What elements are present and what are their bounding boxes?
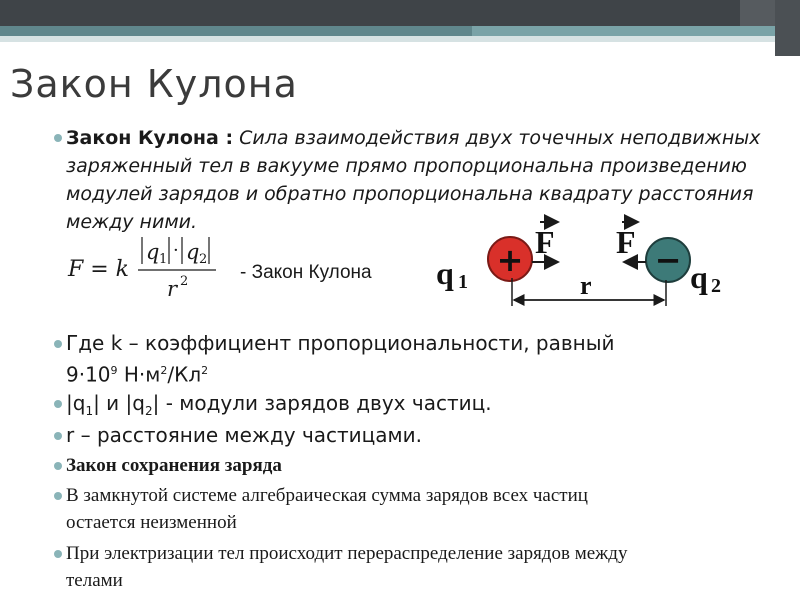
distance-line: r – расстояние между частицами.: [66, 423, 422, 447]
k-line-1: Где k – коэффициент пропорциональности, равный: [66, 331, 615, 355]
formula-q2-sub: 2: [199, 252, 208, 267]
q1-sub: 1: [458, 271, 468, 293]
bullet-dot: [54, 462, 62, 470]
top-bar-edge: [775, 0, 800, 56]
q2-sub: 2: [711, 275, 721, 297]
definition-text: Сила взаимодействия двух точечных неподвижных заряженный тел в вакууме прямо пропорциональна произведению модулей зарядов и обратно пропорциональна квадрату расстояния между ними.: [66, 127, 761, 233]
bullet-dot: [54, 550, 62, 558]
k-line-2: $9\cdot 10^9$ $Н\cdot м^2/Кл^2$: [66, 362, 209, 387]
electrization-text: При электризации тел происходит перераспределение зарядов между телами: [66, 543, 628, 591]
q2-label: q: [690, 259, 708, 295]
force-label-1: F: [535, 224, 555, 260]
plus-sign: +: [496, 241, 524, 279]
formula-q2: q: [186, 240, 200, 264]
formula-r-exp: 2: [180, 274, 189, 289]
bullet-dot: [54, 492, 62, 500]
conservation-title: Закон сохранения заряда: [66, 455, 282, 476]
formula-r: r: [167, 277, 178, 301]
k-coefficient-line: [66, 330, 615, 389]
bullet-dot: [54, 340, 62, 348]
bullet-dot: [54, 400, 62, 408]
slide-title: Закон Кулона: [10, 62, 298, 106]
top-bar-dark: [0, 0, 800, 26]
formula-label: - Закон Кулона: [240, 262, 372, 283]
formula-lhs: F = k: [68, 257, 130, 282]
minus-sign: −: [654, 241, 682, 279]
force-label-2: F: [616, 224, 636, 260]
distance-label: r: [580, 271, 592, 300]
formula-dot: ·: [173, 240, 179, 261]
q1-label: q: [436, 255, 454, 291]
definition-term: Закон Кулона :: [66, 127, 234, 149]
charges-modulus-line: $|q_1|$ и $|q_2|$ - модули зарядов двух частиц.: [66, 391, 492, 418]
top-bar-light: [0, 36, 800, 42]
coulomb-diagram: [430, 208, 800, 318]
coulomb-formula: [66, 228, 236, 304]
conservation-text: В замкнутой системе алгебраическая сумма зарядов всех частиц остается неизменной: [66, 485, 588, 533]
formula-q1: q: [146, 240, 160, 264]
bullet-dot: [54, 432, 62, 440]
bullet-dot: [54, 134, 62, 142]
formula-q1-sub: 1: [159, 252, 168, 267]
